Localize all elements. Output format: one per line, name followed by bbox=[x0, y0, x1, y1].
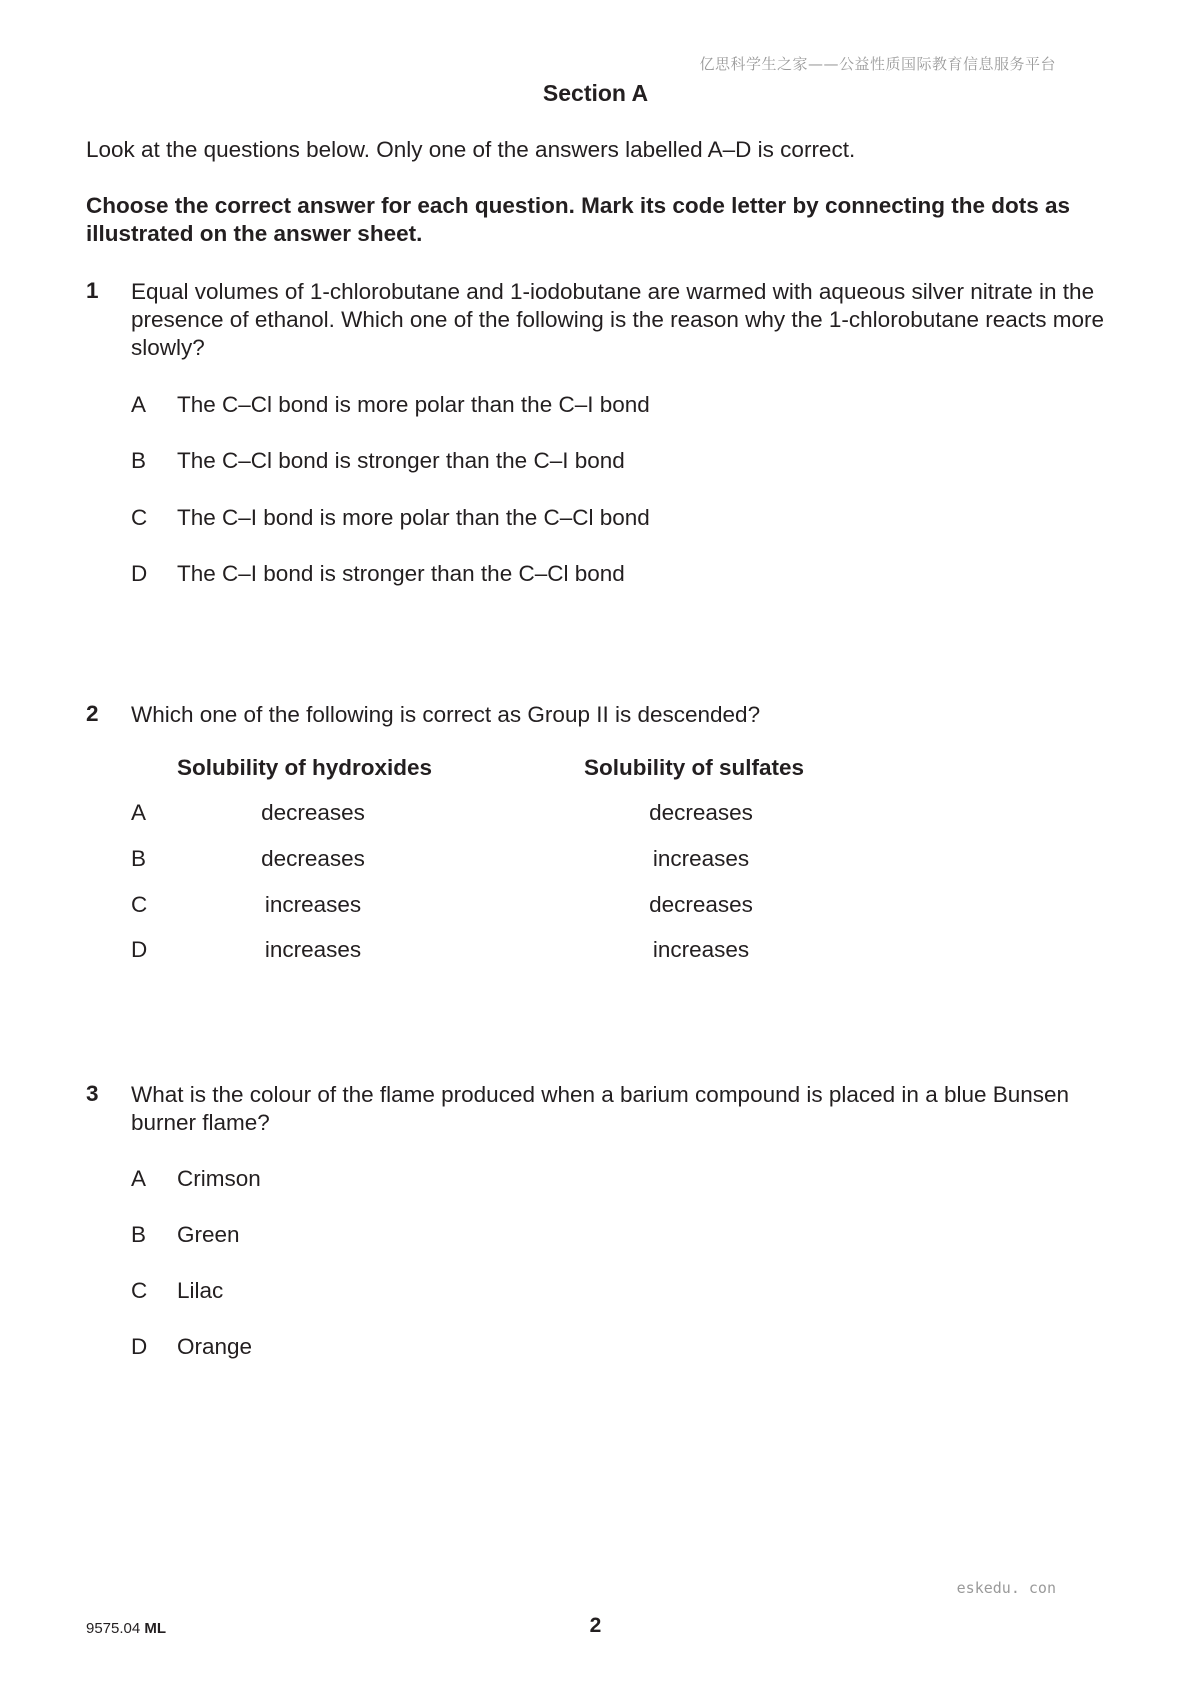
row-letter: B bbox=[131, 846, 147, 871]
option-letter: D bbox=[131, 561, 148, 586]
cell-hydroxides: decreases bbox=[261, 846, 365, 871]
header-watermark: 亿思科学生之家——公益性质国际教育信息服务平台 bbox=[699, 55, 1056, 73]
cell-hydroxides: increases bbox=[264, 937, 362, 962]
cell-hydroxides: decreases bbox=[261, 800, 365, 825]
option-text: The C–Cl bond is stronger than the C–I bond bbox=[177, 448, 625, 473]
option-letter: A bbox=[131, 1166, 147, 1191]
instructions-text: Choose the correct answer for each question. Mark its code letter by connecting the dots as illustrated on the answer sheet. bbox=[86, 193, 1070, 246]
option-text: The C–Cl bond is more polar than the C–I bond bbox=[177, 392, 650, 417]
cell-sulfates: decreases bbox=[649, 800, 753, 825]
page-number: 2 bbox=[589, 1614, 602, 1637]
table-header-sulfates: Solubility of sulfates bbox=[584, 755, 805, 780]
option-text: The C–I bond is stronger than the C–Cl bond bbox=[177, 561, 625, 586]
cell-sulfates: increases bbox=[652, 846, 750, 871]
question-text: What is the colour of the flame produced when a barium compound is placed in a blue Bunsen burner flame? bbox=[131, 1082, 1070, 1135]
question-number: 2 bbox=[86, 701, 99, 726]
option-letter: C bbox=[131, 505, 148, 530]
question-text: Equal volumes of 1-chlorobutane and 1-iodobutane are warmed with aqueous silver nitrate in the presence of ethanol. Which one of the following is the reason why the 1-chlorobutane reacts more slowly? bbox=[131, 279, 1105, 360]
option-letter: B bbox=[131, 448, 147, 473]
table-header-hydroxides: Solubility of hydroxides bbox=[177, 755, 433, 780]
row-letter: D bbox=[131, 937, 148, 962]
section-title: Section A bbox=[542, 80, 649, 106]
cell-sulfates: decreases bbox=[649, 892, 753, 917]
option-letter: D bbox=[131, 1334, 148, 1359]
option-text: Green bbox=[177, 1222, 240, 1247]
footer-watermark: eskedu. con bbox=[956, 1579, 1056, 1597]
option-text: Orange bbox=[177, 1334, 253, 1359]
paper-code-suffix: ML bbox=[144, 1620, 167, 1637]
option-letter: C bbox=[131, 1278, 148, 1303]
option-text: Lilac bbox=[177, 1278, 224, 1303]
option-text: The C–I bond is more polar than the C–Cl bond bbox=[177, 505, 650, 530]
intro-text: Look at the questions below. Only one of the answers labelled A–D is correct. bbox=[86, 137, 856, 162]
cell-sulfates: increases bbox=[652, 937, 750, 962]
option-letter: A bbox=[131, 392, 147, 417]
option-text: Crimson bbox=[177, 1166, 261, 1191]
cell-hydroxides: increases bbox=[264, 892, 362, 917]
option-letter: B bbox=[131, 1222, 147, 1247]
question-text: Which one of the following is correct as Group II is descended? bbox=[131, 702, 761, 727]
question-number: 3 bbox=[86, 1081, 99, 1106]
question-number: 1 bbox=[86, 278, 99, 303]
row-letter: C bbox=[131, 892, 148, 917]
paper-code-number: 9575.04 bbox=[86, 1620, 141, 1637]
row-letter: A bbox=[131, 800, 147, 825]
